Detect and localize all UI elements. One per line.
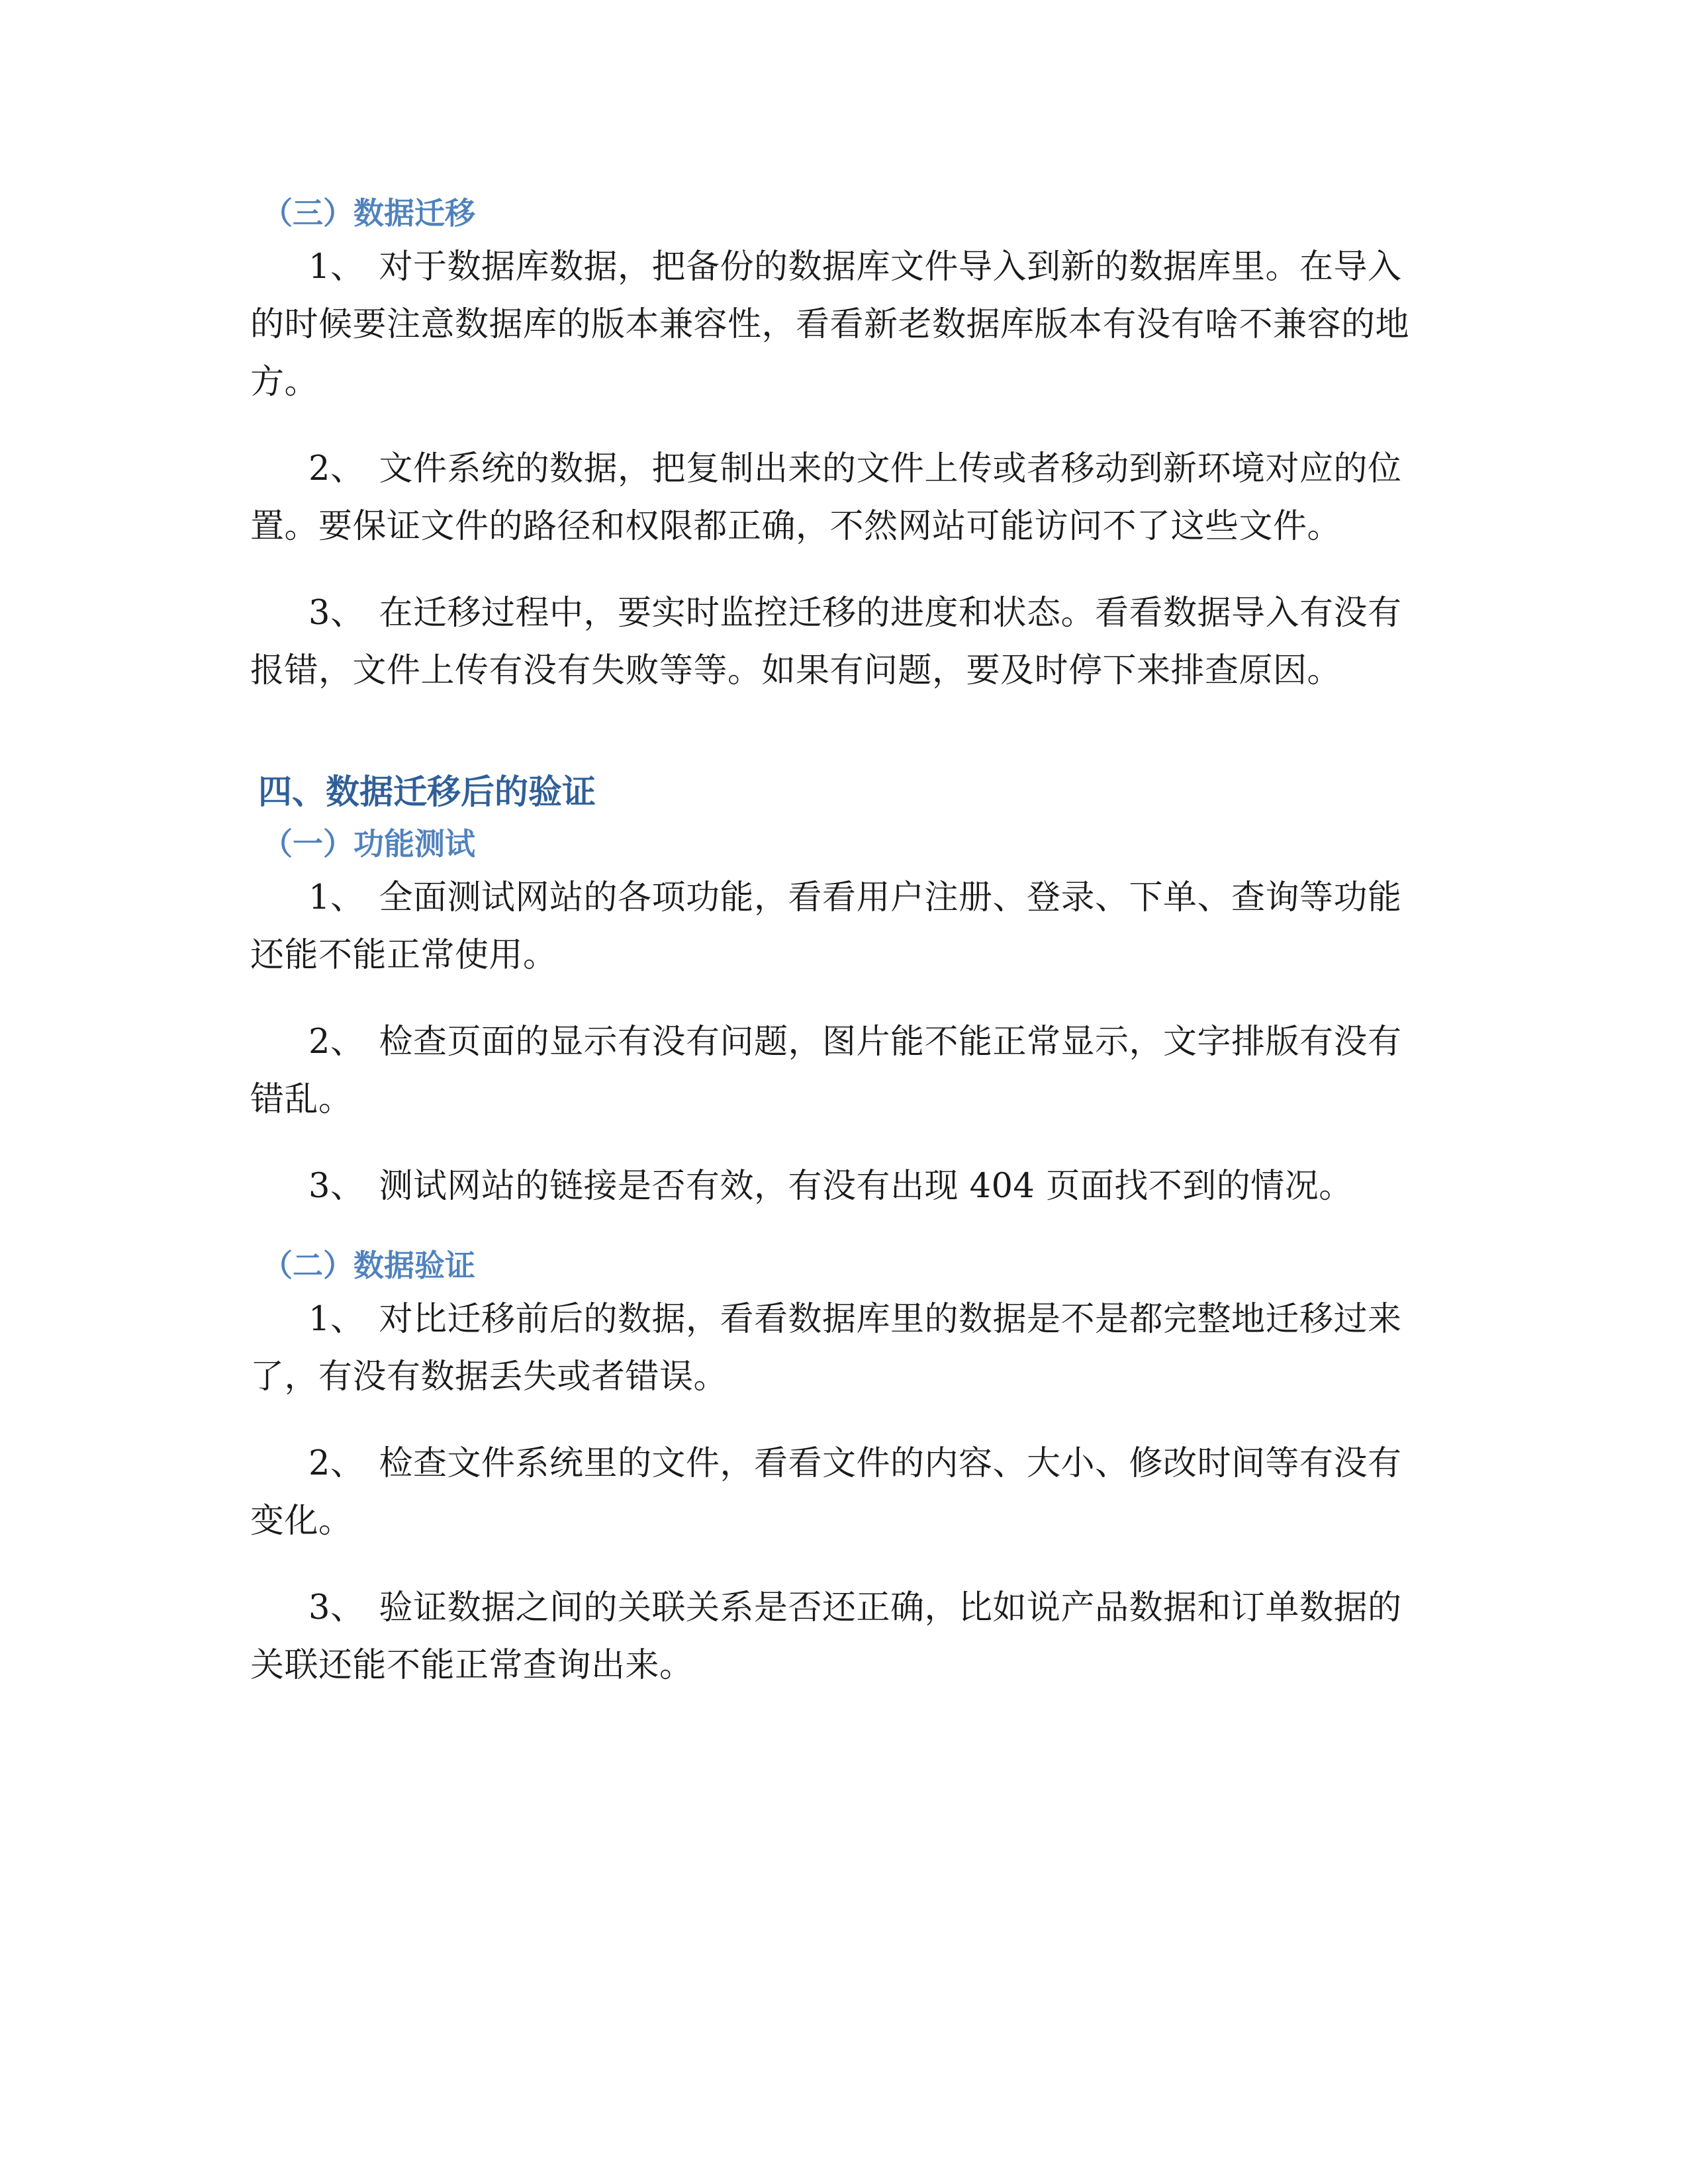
item-text: 对于数据库数据，把备份的数据库文件导入到新的数据库里。在导入的时候要注意数据库的版本兼容性，看看新老数据库版本有没有啥不兼容的地方。: [250, 248, 1410, 402]
item-text: 全面测试网站的各项功能，看看用户注册、登录、下单、查询等功能还能不能正常使用。: [250, 878, 1402, 975]
item-number: 2、: [308, 1444, 365, 1483]
item-text: 检查页面的显示有没有问题，图片能不能正常显示，文字排版有没有错乱。: [250, 1023, 1402, 1119]
list-item: [250, 1291, 1430, 1406]
section-heading-function-test: （一）功能测试: [262, 826, 475, 862]
list-item: [250, 1013, 1430, 1128]
item-text: 验证数据之间的关联关系是否还正确，比如说产品数据和订单数据的关联还能不能正常查询出来。: [250, 1588, 1402, 1685]
item-number: 2、: [308, 449, 365, 488]
item-number: 1、: [308, 1300, 365, 1339]
list-item: [250, 1158, 1430, 1215]
item-number: 1、: [308, 248, 365, 287]
list-item: [250, 869, 1430, 984]
item-number: 3、: [308, 594, 365, 633]
document-page: [250, 192, 1430, 1723]
list-item: [250, 238, 1430, 411]
chapter-heading-verification: 四、数据迁移后的验证: [258, 773, 596, 812]
list-item: [250, 1435, 1430, 1550]
section-heading-data-verification: （二）数据验证: [262, 1248, 475, 1283]
item-text: 对比迁移前后的数据，看看数据库里的数据是不是都完整地迁移过来了，有没有数据丢失或者错误。: [250, 1300, 1402, 1396]
item-number: 3、: [308, 1588, 365, 1627]
item-text: 在迁移过程中，要实时监控迁移的进度和状态。看看数据导入有没有报错，文件上传有没有失败等等。如果有问题，要及时停下来排查原因。: [250, 594, 1402, 690]
section-heading-data-migration: （三）数据迁移: [262, 195, 475, 231]
item-number: 1、: [308, 878, 365, 917]
list-item: [250, 440, 1430, 555]
list-item: [250, 1579, 1430, 1694]
list-item: [250, 584, 1430, 700]
item-text: 文件系统的数据，把复制出来的文件上传或者移动到新环境对应的位置。要保证文件的路径和权限都正确，不然网站可能访问不了这些文件。: [250, 449, 1402, 546]
item-number: 2、: [308, 1023, 365, 1062]
item-number: 3、: [308, 1167, 365, 1206]
item-text: 检查文件系统里的文件，看看文件的内容、大小、修改时间等有没有变化。: [250, 1444, 1402, 1541]
item-text: 测试网站的链接是否有效，有没有出现 404 页面找不到的情况。: [379, 1167, 1353, 1206]
